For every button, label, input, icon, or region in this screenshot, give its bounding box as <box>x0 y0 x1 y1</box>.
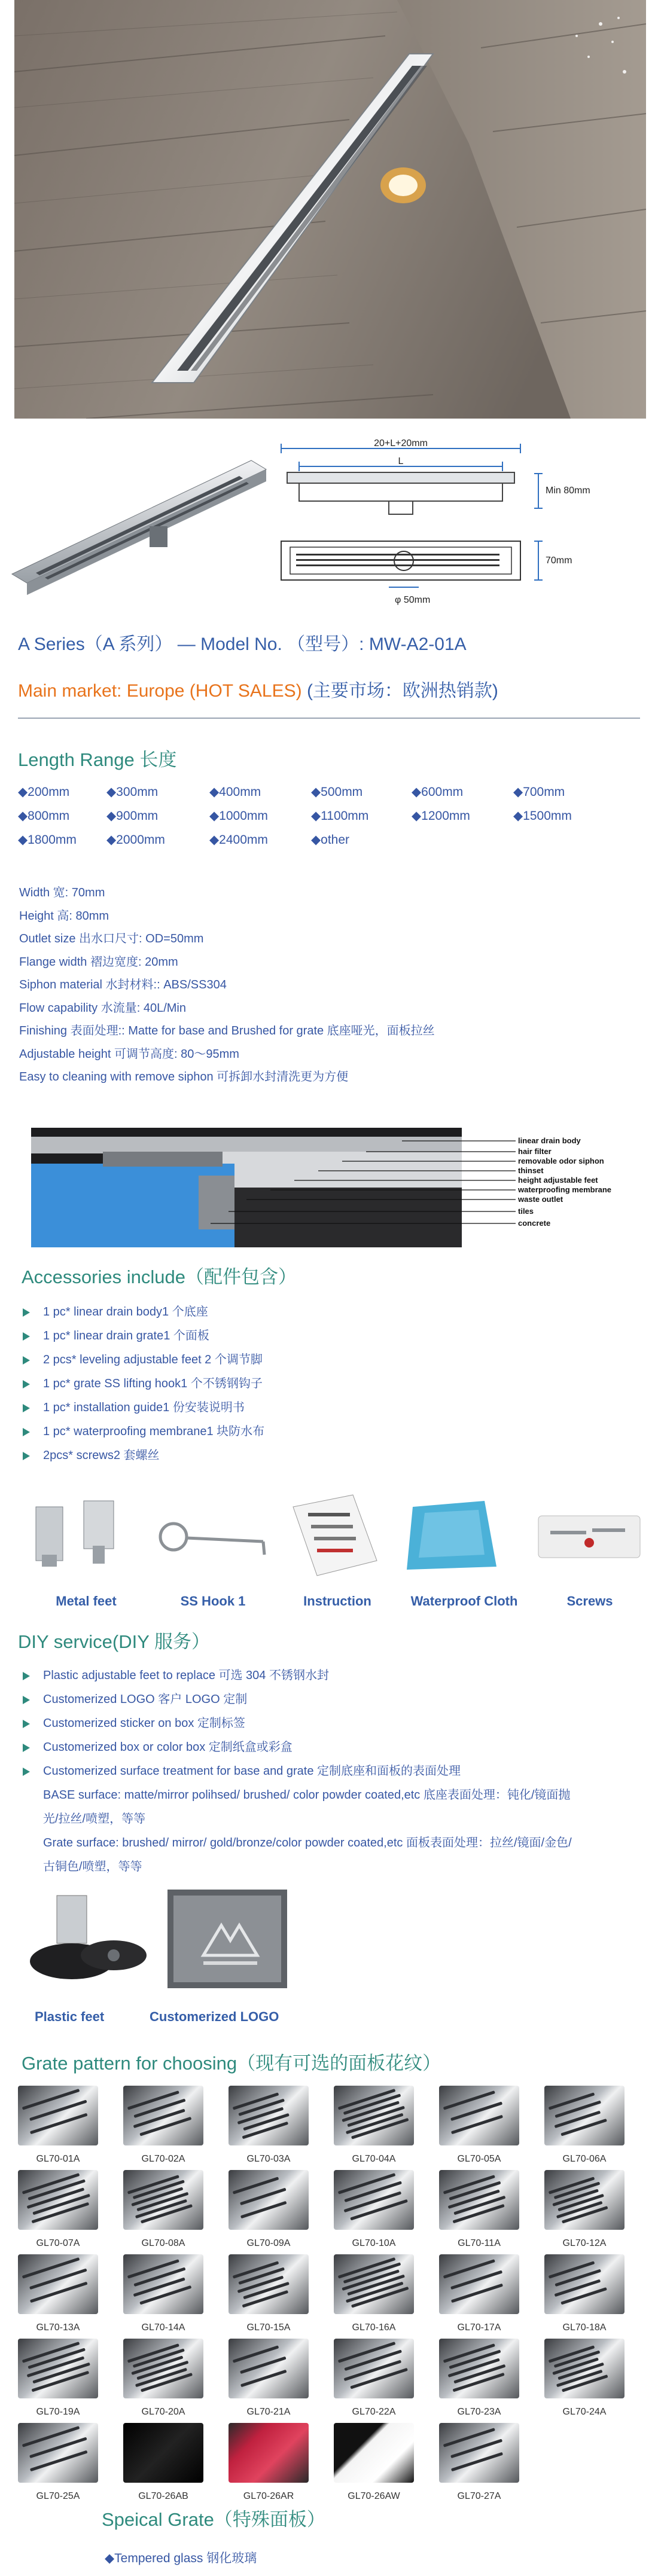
divider <box>18 718 640 719</box>
caption-ss-hook: SS Hook 1 <box>180 1594 246 1609</box>
shower-floor-illustration <box>14 0 646 419</box>
metal-feet-image <box>36 1501 114 1567</box>
grate-pattern-image <box>123 2254 203 2314</box>
main-market-line <box>18 676 498 702</box>
size-item: ◆900mm <box>106 809 159 823</box>
grate-pattern-item <box>334 2339 414 2418</box>
caption-screws: Screws <box>566 1594 613 1609</box>
grate-slot-pattern <box>439 2423 519 2483</box>
grate-pattern-image <box>229 2339 309 2398</box>
grate-pattern-item <box>229 2086 309 2165</box>
size-item: ◆1100mm <box>311 809 369 823</box>
grate-slot-pattern <box>439 2254 519 2314</box>
list-item <box>23 1735 572 1759</box>
bullet-arrow-icon <box>23 1308 30 1317</box>
diy-list <box>23 1664 572 1879</box>
list-item-text: 1 pc* waterproofing membrane1 块防水布 <box>43 1425 265 1438</box>
grate-pattern-image <box>544 2086 625 2145</box>
grate-pattern-image <box>18 2423 98 2483</box>
grate-pattern-code: GL70-23A <box>457 2407 501 2417</box>
accessories-list <box>23 1300 264 1467</box>
grate-pattern-item <box>229 2339 309 2418</box>
layer-label: thinset <box>518 1166 544 1175</box>
grate-pattern-image <box>229 2254 309 2314</box>
size-item: ◆1200mm <box>412 809 470 823</box>
grate-pattern-image <box>439 2339 519 2398</box>
list-item <box>23 1372 264 1396</box>
length-range-title: Length Range 长度 <box>18 749 177 770</box>
grate-pattern-item <box>439 2423 519 2502</box>
grate-pattern-code: GL70-14A <box>141 2322 185 2333</box>
list-item <box>23 1664 572 1687</box>
caption-customerized-logo: Customerized LOGO <box>150 2009 279 2024</box>
layer-label: concrete <box>518 1219 551 1228</box>
grate-slot-pattern <box>334 2254 414 2314</box>
l-dimension-label: L <box>398 456 404 466</box>
bullet-arrow-icon <box>23 1696 30 1704</box>
spec-height: Height 高: 80mm <box>19 909 109 923</box>
model-number-line: A Series（A 系列） — Model No. （型号）: MW-A2-01A <box>18 634 467 654</box>
screws-image <box>538 1516 640 1558</box>
list-item-text: Plastic adjustable feet to replace 可选 304 不锈钢水封 <box>43 1669 329 1682</box>
grate-pattern-code: GL70-12A <box>562 2238 607 2248</box>
grate-pattern-item <box>18 2170 98 2249</box>
grate-pattern-image <box>334 2086 414 2145</box>
size-item: ◆800mm <box>18 809 70 823</box>
accessory-illustrations <box>18 1489 652 1579</box>
diy-title: DIY service(DIY 服务） <box>18 1631 210 1652</box>
spec-finishing: Finishing 表面处理:: Matte for base and Brushed for grate 底座哑光，面板拉丝 <box>19 1024 435 1037</box>
grate-pattern-item <box>544 2254 625 2333</box>
instruction-image <box>293 1495 377 1576</box>
outlet-dimension-label: φ 50mm <box>395 595 431 605</box>
grate-pattern-image <box>123 2170 203 2230</box>
grate-slot-pattern <box>439 2170 519 2230</box>
size-item: ◆200mm <box>18 785 70 799</box>
grate-pattern-item <box>439 2254 519 2333</box>
layer-label: linear drain body <box>518 1136 581 1145</box>
spec-width: Width 宽: 70mm <box>19 886 105 899</box>
grate-pattern-code: GL70-26AW <box>348 2491 400 2501</box>
list-item-text: Customerized surface treatment for base and grate 定制底座和面板的表面处理 <box>43 1765 461 1778</box>
grate-pattern-code: GL70-27A <box>457 2491 501 2501</box>
grate-pattern-image <box>544 2254 625 2314</box>
grate-pattern-code: GL70-01A <box>36 2154 80 2164</box>
height-dimension-label: Min 80mm <box>546 486 590 496</box>
layer-label: hair filter <box>518 1147 552 1156</box>
grate-pattern-code: GL70-06A <box>562 2154 607 2164</box>
grate-pattern-code: GL70-05A <box>457 2154 501 2164</box>
length-dimension-label: 20+L+20mm <box>374 438 428 448</box>
grate-pattern-code: GL70-03A <box>246 2154 291 2164</box>
grate-pattern-item <box>18 2423 98 2502</box>
grate-pattern-code: GL70-24A <box>562 2407 607 2417</box>
accessories-title: Accessories include（配件包含） <box>22 1266 297 1287</box>
grate-pattern-item <box>439 2086 519 2165</box>
spec-flow: Flow capability 水流量: 40L/Min <box>19 1001 186 1015</box>
tempered-glass-line: ◆Tempered glass 钢化玻璃 <box>105 2551 257 2565</box>
grate-pattern-code: GL70-18A <box>562 2322 607 2333</box>
grate-pattern-image <box>334 2170 414 2230</box>
grate-pattern-image <box>334 2254 414 2314</box>
grate-pattern-item <box>123 2170 203 2249</box>
grate-pattern-image <box>334 2339 414 2398</box>
size-item: ◆400mm <box>209 785 261 799</box>
bullet-arrow-icon <box>23 1380 30 1388</box>
grate-pattern-code: GL70-10A <box>352 2238 396 2248</box>
bullet-arrow-icon <box>23 1672 30 1680</box>
hero-photo <box>14 0 646 419</box>
grate-pattern-item <box>544 2170 625 2249</box>
grate-pattern-item <box>18 2086 98 2165</box>
spec-flange: Flange width 褶边宽度: 20mm <box>19 955 178 969</box>
special-grate-title: Speical Grate（特殊面板） <box>102 2509 325 2530</box>
grate-pattern-image <box>18 2170 98 2230</box>
grate-slot-pattern <box>123 2170 203 2230</box>
list-item <box>23 1420 264 1443</box>
grate-pattern-code: GL70-13A <box>36 2322 80 2333</box>
list-item-text: 2 pcs* leveling adjustable feet 2 个调节脚 <box>43 1353 263 1366</box>
grate-pattern-image <box>18 2339 98 2398</box>
grate-pattern-grid <box>18 2086 652 2504</box>
grate-slot-pattern <box>544 2254 625 2314</box>
list-item <box>23 1324 264 1348</box>
size-item: ◆700mm <box>513 785 565 799</box>
grate-pattern-image <box>544 2339 625 2398</box>
grate-slot-pattern <box>18 2086 98 2145</box>
grate-pattern-code: GL70-15A <box>246 2322 291 2333</box>
grate-slot-pattern <box>334 2086 414 2145</box>
grate-pattern-item <box>334 2086 414 2165</box>
size-item: ◆300mm <box>106 785 159 799</box>
grate-pattern-image <box>439 2423 519 2483</box>
grate-slot-pattern <box>544 2339 625 2398</box>
caption-metal-feet: Metal feet <box>56 1594 117 1609</box>
grate-slot-pattern <box>18 2339 98 2398</box>
diy-sub-line: BASE surface: matte/mirror polihsed/ brushed/ color powder coated,etc 底座表面处理：钝化/镜面抛 <box>43 1788 571 1802</box>
drain-dimension-drawing <box>0 437 658 616</box>
list-item-text: Customerized LOGO 客户 LOGO 定制 <box>43 1693 248 1706</box>
grate-pattern-item <box>229 2423 309 2502</box>
accessory-photos <box>18 1489 652 1579</box>
grate-pattern-image <box>123 2339 203 2398</box>
grate-slot-pattern <box>18 2254 98 2314</box>
diy-sub-line: 古铜色/喷塑，等等 <box>43 1860 142 1873</box>
grate-slot-pattern <box>544 2086 625 2145</box>
bullet-arrow-icon <box>23 1404 30 1412</box>
grate-slot-pattern <box>229 2170 309 2230</box>
grate-slot-pattern <box>123 2254 203 2314</box>
grate-pattern-code: GL70-07A <box>36 2238 80 2248</box>
size-item: ◆1800mm <box>18 833 77 847</box>
list-item-text: 2pcs* screws2 套螺丝 <box>43 1449 160 1462</box>
grate-pattern-item <box>334 2170 414 2249</box>
grate-pattern-item <box>229 2170 309 2249</box>
grate-pattern-item <box>123 2339 203 2418</box>
grate-pattern-image <box>544 2170 625 2230</box>
grate-pattern-image <box>229 2086 309 2145</box>
list-item-text: 1 pc* installation guide1 份安装说明书 <box>43 1401 245 1414</box>
grate-pattern-item <box>334 2423 414 2502</box>
caption-waterproof-cloth: Waterproof Cloth <box>410 1594 518 1609</box>
layer-label: waste outlet <box>518 1195 563 1204</box>
grate-pattern-item <box>544 2339 625 2418</box>
diy-sub-line: 光/拉丝/喷塑，等等 <box>43 1812 146 1826</box>
grate-pattern-item <box>18 2254 98 2333</box>
list-item-text: 1 pc* linear drain body1 个底座 <box>43 1305 208 1318</box>
grate-pattern-code: GL70-02A <box>141 2154 185 2164</box>
grate-pattern-image <box>123 2086 203 2145</box>
grate-pattern-image <box>439 2170 519 2230</box>
caption-plastic-feet: Plastic feet <box>35 2009 105 2024</box>
bullet-arrow-icon <box>23 1332 30 1341</box>
market-chinese: (主要市场：欧洲热销款) <box>301 681 498 701</box>
diy-photos <box>24 1890 299 1997</box>
list-item <box>23 1348 264 1372</box>
spec-siphon: Siphon material 水封材料:: ABS/SS304 <box>19 978 227 991</box>
grate-pattern-image <box>439 2254 519 2314</box>
grate-slot-pattern <box>229 2086 309 2145</box>
grate-pattern-item <box>123 2423 203 2502</box>
list-item <box>23 1711 572 1735</box>
grate-pattern-code: GL70-26AR <box>243 2491 294 2501</box>
grate-slot-pattern <box>334 2170 414 2230</box>
grate-pattern-image <box>229 2170 309 2230</box>
grate-pattern-code: GL70-20A <box>141 2407 185 2417</box>
grate-pattern-code: GL70-08A <box>141 2238 185 2248</box>
grate-pattern-code: GL70-17A <box>457 2322 501 2333</box>
list-item <box>23 1443 264 1467</box>
grate-slot-pattern <box>334 2339 414 2398</box>
grate-pattern-code: GL70-16A <box>352 2322 396 2333</box>
spec-list <box>19 881 435 1089</box>
grate-pattern-image <box>334 2423 414 2483</box>
size-item: ◆600mm <box>412 785 464 799</box>
grate-slot-pattern <box>439 2086 519 2145</box>
bullet-arrow-icon <box>23 1720 30 1728</box>
size-item: ◆1500mm <box>513 809 572 823</box>
bullet-arrow-icon <box>23 1428 30 1436</box>
grate-pattern-item <box>123 2254 203 2333</box>
diy-sub-line: Grate surface: brushed/ mirror/ gold/bronze/color powder coated,etc 面板表面处理：拉丝/镜面/金色/ <box>43 1836 572 1849</box>
size-item: ◆2400mm <box>209 833 268 847</box>
grate-slot-pattern <box>439 2339 519 2398</box>
grate-pattern-code: GL70-26AB <box>138 2491 188 2501</box>
grate-slot-pattern <box>123 2339 203 2398</box>
width-dimension-label: 70mm <box>546 556 572 566</box>
spec-adjustable-height: Adjustable height 可调节高度: 80～95mm <box>19 1047 239 1061</box>
product-drawing <box>0 437 658 616</box>
diy-illustrations <box>24 1890 299 1997</box>
bullet-arrow-icon <box>23 1452 30 1460</box>
grate-slot-pattern <box>544 2170 625 2230</box>
grate-pattern-image <box>18 2086 98 2145</box>
grate-pattern-item <box>18 2339 98 2418</box>
customerized-logo-image <box>167 1890 287 1988</box>
grate-slot-pattern <box>229 2254 309 2314</box>
grate-pattern-code: GL70-04A <box>352 2154 396 2164</box>
layer-label: height adjustable feet <box>518 1176 598 1185</box>
list-item-text: 1 pc* linear drain grate1 个面板 <box>43 1329 209 1342</box>
spec-outlet: Outlet size 出水口尺寸: OD=50mm <box>19 932 204 945</box>
grate-slot-pattern <box>229 2339 309 2398</box>
list-item <box>23 1396 264 1420</box>
grate-pattern-item <box>439 2339 519 2418</box>
grate-pattern-image <box>439 2086 519 2145</box>
grate-pattern-item <box>334 2254 414 2333</box>
bullet-arrow-icon <box>23 1744 30 1752</box>
size-item: ◆500mm <box>311 785 363 799</box>
grate-pattern-code: GL70-09A <box>246 2238 291 2248</box>
layer-label: tiles <box>518 1207 534 1216</box>
size-item: ◆other <box>311 833 350 847</box>
size-item: ◆2000mm <box>106 833 165 847</box>
ss-hook-image <box>160 1524 264 1555</box>
layer-label: waterproofing membrane <box>518 1185 612 1194</box>
waterproof-cloth-image <box>407 1501 496 1570</box>
grate-pattern-code: GL70-11A <box>458 2238 501 2248</box>
caption-instruction: Instruction <box>303 1594 371 1609</box>
bullet-arrow-icon <box>23 1356 30 1365</box>
plastic-feet-image <box>30 1896 147 1979</box>
grate-pattern-item <box>439 2170 519 2249</box>
grate-slot-pattern <box>18 2423 98 2483</box>
list-item-text: Customerized box or color box 定制纸盒或彩盒 <box>43 1741 293 1754</box>
grate-pattern-title: Grate pattern for choosing（现有可选的面板花纹） <box>22 2053 441 2074</box>
grate-pattern-code: GL70-19A <box>36 2407 80 2417</box>
grate-slot-pattern <box>123 2086 203 2145</box>
layer-label: removable odor siphon <box>518 1156 604 1165</box>
grate-slot-pattern <box>18 2170 98 2230</box>
bullet-arrow-icon <box>23 1768 30 1776</box>
size-item: ◆1000mm <box>209 809 268 823</box>
list-item <box>23 1759 572 1783</box>
cross-section-diagram <box>31 1128 647 1247</box>
list-item <box>23 1687 572 1711</box>
spec-cleaning: Easy to cleaning with remove siphon 可拆卸水封清洗更为方便 <box>19 1070 349 1083</box>
grate-pattern-item <box>544 2086 625 2165</box>
grate-pattern-code: GL70-21A <box>246 2407 291 2417</box>
market-english: Main market: Europe (HOT SALES) <box>18 681 302 701</box>
grate-pattern-image <box>18 2254 98 2314</box>
list-item-text: Customerized sticker on box 定制标签 <box>43 1717 245 1730</box>
grate-pattern-image <box>229 2423 309 2483</box>
grate-pattern-image <box>123 2423 203 2483</box>
list-item-text: 1 pc* grate SS lifting hook1 个不锈钢钩子 <box>43 1377 263 1390</box>
grate-pattern-code: GL70-25A <box>36 2491 80 2501</box>
grate-pattern-code: GL70-22A <box>352 2407 396 2417</box>
installation-cross-section <box>31 1128 647 1247</box>
grate-pattern-item <box>123 2086 203 2165</box>
grate-pattern-item <box>229 2254 309 2333</box>
list-item <box>23 1300 264 1324</box>
